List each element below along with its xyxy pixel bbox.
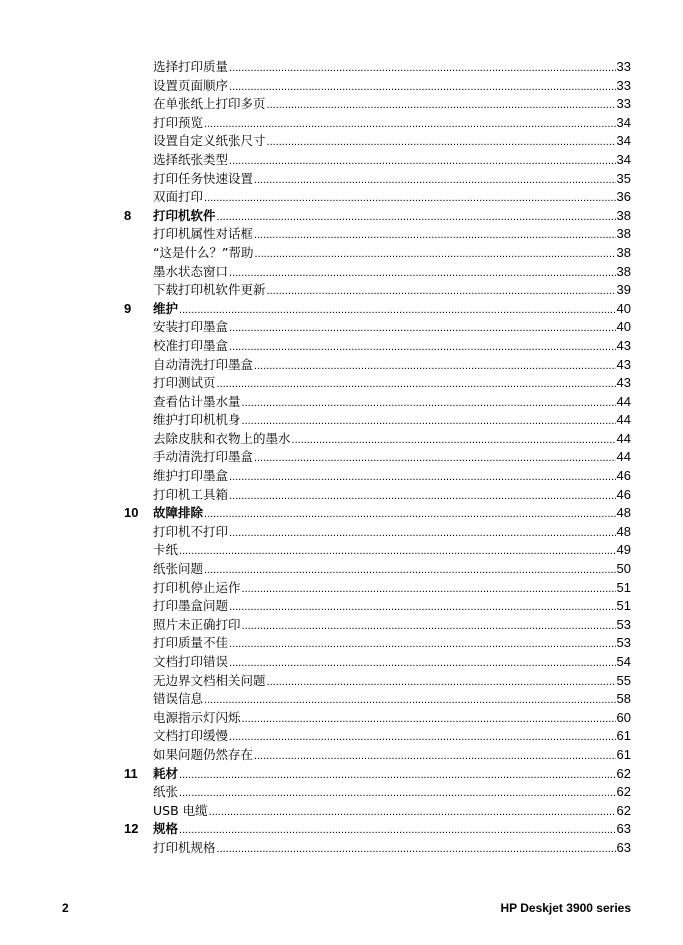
dot-leader xyxy=(242,394,616,412)
toc-row xyxy=(0,634,683,653)
toc-row xyxy=(0,374,683,393)
dot-leader xyxy=(229,264,616,282)
entry-page-number: 43 xyxy=(616,356,631,372)
dot-leader xyxy=(229,319,616,337)
entry-page-number: 60 xyxy=(616,709,631,725)
entry-page-number: 62 xyxy=(616,802,631,818)
toc-chapter-link[interactable] xyxy=(153,504,631,522)
toc-row xyxy=(0,430,683,449)
toc-entry-link[interactable] xyxy=(153,151,631,169)
dot-leader xyxy=(229,635,616,653)
entry-page-number: 38 xyxy=(616,263,631,279)
entry-title: 打印机工具箱 xyxy=(153,486,229,502)
dot-leader xyxy=(204,115,616,133)
toc-row xyxy=(0,746,683,765)
chapter-number: 10 xyxy=(124,505,139,521)
entry-title: 打印质量不佳 xyxy=(153,635,229,651)
entry-title: 去除皮肤和衣物上的墨水 xyxy=(153,430,291,446)
toc-entry-link[interactable] xyxy=(153,411,631,429)
toc-entry-link[interactable] xyxy=(153,374,631,392)
entry-page-number: 38 xyxy=(616,207,631,223)
toc-row xyxy=(0,114,683,133)
entry-page-number: 44 xyxy=(616,393,631,409)
dot-leader xyxy=(229,59,616,77)
toc-entry-link[interactable] xyxy=(153,616,631,634)
table-of-contents xyxy=(0,58,683,858)
chapter-number: 8 xyxy=(124,207,132,223)
entry-page-number: 40 xyxy=(616,300,631,316)
toc-chapter-link[interactable] xyxy=(153,300,631,318)
toc-entry-link[interactable] xyxy=(153,393,631,411)
toc-row xyxy=(0,820,683,839)
toc-entry-link[interactable] xyxy=(153,709,631,727)
entry-title: 维护打印墨盒 xyxy=(153,468,229,484)
toc-entry-link[interactable] xyxy=(153,318,631,336)
toc-entry-link[interactable] xyxy=(153,263,631,281)
dot-leader xyxy=(229,487,616,505)
entry-title: 故障排除 xyxy=(153,505,204,521)
dot-leader xyxy=(204,561,616,579)
entry-page-number: 44 xyxy=(616,412,631,428)
toc-chapter-link[interactable] xyxy=(153,820,631,838)
entry-page-number: 40 xyxy=(616,319,631,335)
entry-page-number: 51 xyxy=(616,579,631,595)
chapter-number: 9 xyxy=(124,300,132,316)
entry-page-number: 34 xyxy=(616,151,631,167)
entry-page-number: 61 xyxy=(616,746,631,762)
entry-title: 打印机属性对话框 xyxy=(153,226,254,242)
dot-leader xyxy=(267,673,616,691)
dot-leader xyxy=(217,375,616,393)
toc-row xyxy=(0,690,683,709)
entry-title: 设置页面顺序 xyxy=(153,77,229,93)
toc-row xyxy=(0,188,683,207)
toc-row xyxy=(0,672,683,691)
toc-row xyxy=(0,225,683,244)
entry-page-number: 44 xyxy=(616,430,631,446)
dot-leader xyxy=(217,840,616,858)
entry-page-number: 54 xyxy=(616,654,631,669)
entry-title: 在单张纸上打印多页 xyxy=(153,96,266,112)
dot-leader xyxy=(267,282,616,300)
toc-entry-link[interactable] xyxy=(153,281,631,299)
toc-entry-link[interactable] xyxy=(153,690,631,708)
dot-leader xyxy=(179,821,616,839)
entry-title: 打印机停止运作 xyxy=(153,579,241,595)
entry-page-number: 33 xyxy=(616,59,631,74)
toc-row xyxy=(0,170,683,189)
entry-page-number: 46 xyxy=(616,468,631,484)
dot-leader xyxy=(217,208,616,226)
toc-entry-link[interactable] xyxy=(153,560,631,578)
entry-title: 错误信息 xyxy=(153,691,204,707)
entry-title: 选择纸张类型 xyxy=(153,151,229,167)
toc-entry-link[interactable] xyxy=(153,225,631,243)
entry-title: USB 电缆 xyxy=(153,802,208,818)
dot-leader xyxy=(292,431,616,449)
toc-row xyxy=(0,58,683,77)
entry-title: 打印机软件 xyxy=(153,207,216,223)
entry-page-number: 62 xyxy=(616,784,631,800)
entry-page-number: 36 xyxy=(616,189,631,205)
entry-page-number: 63 xyxy=(616,821,631,837)
toc-row xyxy=(0,727,683,746)
toc-row xyxy=(0,411,683,430)
toc-entry-link[interactable] xyxy=(153,188,631,206)
toc-entry-link[interactable] xyxy=(153,244,631,262)
dot-leader xyxy=(254,747,616,765)
chapter-number: 12 xyxy=(124,821,139,837)
toc-entry-link[interactable] xyxy=(153,597,631,615)
entry-page-number: 55 xyxy=(616,672,631,688)
toc-chapter-link[interactable] xyxy=(153,765,631,783)
toc-entry-link[interactable] xyxy=(153,430,631,448)
entry-page-number: 33 xyxy=(616,96,631,112)
toc-row xyxy=(0,300,683,319)
entry-title: 维护 xyxy=(153,300,179,316)
dot-leader xyxy=(204,691,616,709)
entry-title: 打印任务快速设置 xyxy=(153,170,254,186)
dot-leader xyxy=(254,449,616,467)
entry-title: 手动清洗打印墨盒 xyxy=(153,449,254,465)
dot-leader xyxy=(229,728,616,746)
toc-row xyxy=(0,318,683,337)
dot-leader xyxy=(242,617,616,635)
toc-row xyxy=(0,653,683,672)
entry-page-number: 38 xyxy=(616,244,631,260)
entry-page-number: 48 xyxy=(616,505,631,521)
toc-entry-link[interactable] xyxy=(153,356,631,374)
entry-page-number: 62 xyxy=(616,765,631,781)
toc-entry-link[interactable] xyxy=(153,839,631,857)
toc-entry-link[interactable] xyxy=(153,467,631,485)
dot-leader xyxy=(204,505,616,523)
dot-leader xyxy=(229,654,616,672)
toc-row xyxy=(0,281,683,300)
toc-entry-link[interactable] xyxy=(153,727,631,745)
dot-leader xyxy=(229,338,616,356)
entry-title: 设置自定义纸张尺寸 xyxy=(153,133,266,149)
entry-title: 安装打印墨盒 xyxy=(153,319,229,335)
dot-leader xyxy=(267,133,616,151)
dot-leader xyxy=(242,710,616,728)
toc-row xyxy=(0,263,683,282)
toc-row xyxy=(0,616,683,635)
entry-title: 打印测试页 xyxy=(153,375,216,391)
dot-leader xyxy=(179,542,616,560)
toc-entry-link[interactable] xyxy=(153,114,631,132)
toc-entry-link[interactable] xyxy=(153,132,631,150)
toc-entry-link[interactable] xyxy=(153,448,631,466)
entry-title: 打印机不打印 xyxy=(153,523,229,539)
entry-title: 规格 xyxy=(153,821,179,837)
entry-page-number: 48 xyxy=(616,523,631,539)
entry-page-number: 53 xyxy=(616,635,631,651)
dot-leader xyxy=(254,171,616,189)
entry-page-number: 58 xyxy=(616,691,631,707)
toc-row xyxy=(0,132,683,151)
entry-title: 打印预览 xyxy=(153,114,204,130)
entry-title: 双面打印 xyxy=(153,189,204,205)
entry-page-number: 61 xyxy=(616,728,631,744)
toc-entry-link[interactable] xyxy=(153,634,631,652)
toc-entry-link[interactable] xyxy=(153,95,631,113)
entry-title: 纸张问题 xyxy=(153,561,204,577)
entry-title: 纸张 xyxy=(153,784,179,800)
entry-page-number: 43 xyxy=(616,337,631,353)
entry-page-number: 50 xyxy=(616,561,631,577)
entry-page-number: 33 xyxy=(616,77,631,93)
toc-row xyxy=(0,839,683,858)
entry-page-number: 39 xyxy=(616,282,631,298)
dot-leader xyxy=(254,226,616,244)
dot-leader xyxy=(179,301,616,319)
toc-row xyxy=(0,560,683,579)
toc-row xyxy=(0,95,683,114)
toc-entry-link[interactable] xyxy=(153,58,631,76)
toc-row xyxy=(0,541,683,560)
toc-row xyxy=(0,77,683,96)
toc-row xyxy=(0,579,683,598)
toc-entry-link[interactable] xyxy=(153,170,631,188)
toc-entry-link[interactable] xyxy=(153,486,631,504)
entry-title: 如果问题仍然存在 xyxy=(153,746,254,762)
entry-title: 校准打印墨盒 xyxy=(153,337,229,353)
entry-page-number: 49 xyxy=(616,542,631,558)
toc-entry-link[interactable] xyxy=(153,672,631,690)
entry-title: 耗材 xyxy=(153,765,179,781)
entry-page-number: 35 xyxy=(616,170,631,186)
entry-title: 打印墨盒问题 xyxy=(153,598,229,614)
product-name: HP Deskjet 3900 series xyxy=(500,901,631,915)
toc-entry-link[interactable] xyxy=(153,523,631,541)
toc-row xyxy=(0,151,683,170)
entry-title: 照片未正确打印 xyxy=(153,616,241,632)
toc-row xyxy=(0,244,683,263)
entry-title: 打印机规格 xyxy=(153,839,216,855)
entry-page-number: 38 xyxy=(616,226,631,242)
page-number: 2 xyxy=(62,901,69,915)
entry-title: 选择打印质量 xyxy=(153,59,229,74)
entry-title: 文档打印缓慢 xyxy=(153,728,229,744)
entry-title: 墨水状态窗口 xyxy=(153,263,229,279)
toc-row xyxy=(0,802,683,821)
dot-leader xyxy=(179,784,616,802)
entry-page-number: 51 xyxy=(616,598,631,614)
toc-row xyxy=(0,448,683,467)
toc-row xyxy=(0,504,683,523)
entry-page-number: 53 xyxy=(616,616,631,632)
dot-leader xyxy=(229,78,616,96)
toc-row xyxy=(0,356,683,375)
toc-row xyxy=(0,393,683,412)
dot-leader xyxy=(254,357,616,375)
toc-row xyxy=(0,597,683,616)
toc-row xyxy=(0,709,683,728)
dot-leader xyxy=(254,245,615,263)
entry-page-number: 63 xyxy=(616,839,631,855)
entry-title: 维护打印机机身 xyxy=(153,412,241,428)
entry-page-number: 34 xyxy=(616,114,631,130)
entry-page-number: 46 xyxy=(616,486,631,502)
entry-page-number: 34 xyxy=(616,133,631,149)
toc-entry-link[interactable] xyxy=(153,579,631,597)
dot-leader xyxy=(204,189,616,207)
toc-row xyxy=(0,486,683,505)
toc-row xyxy=(0,783,683,802)
dot-leader xyxy=(242,580,616,598)
toc-chapter-link[interactable] xyxy=(153,207,631,225)
toc-row xyxy=(0,337,683,356)
chapter-number: 11 xyxy=(124,765,138,781)
entry-title: 自动清洗打印墨盒 xyxy=(153,356,254,372)
dot-leader xyxy=(179,766,616,784)
toc-row xyxy=(0,207,683,226)
dot-leader xyxy=(242,412,616,430)
entry-title: 文档打印错误 xyxy=(153,654,229,669)
dot-leader xyxy=(229,152,616,170)
toc-row xyxy=(0,523,683,542)
toc-entry-link[interactable] xyxy=(153,802,631,820)
toc-entry-link[interactable] xyxy=(153,783,631,801)
dot-leader xyxy=(267,96,616,114)
entry-title: 查看估计墨水量 xyxy=(153,393,241,409)
dot-leader xyxy=(209,803,616,821)
toc-row xyxy=(0,765,683,784)
entry-title: 电源指示灯闪烁 xyxy=(153,709,241,725)
entry-title: 下载打印机软件更新 xyxy=(153,282,266,298)
toc-entry-link[interactable] xyxy=(153,541,631,559)
entry-title: 卡纸 xyxy=(153,542,179,558)
entry-title: 无边界文档相关问题 xyxy=(153,672,266,688)
toc-row xyxy=(0,467,683,486)
dot-leader xyxy=(229,524,616,542)
toc-entry-link[interactable] xyxy=(153,746,631,764)
dot-leader xyxy=(229,468,616,486)
toc-entry-link[interactable] xyxy=(153,653,631,671)
toc-entry-link[interactable] xyxy=(153,337,631,355)
entry-page-number: 44 xyxy=(616,449,631,465)
toc-entry-link[interactable] xyxy=(153,77,631,95)
entry-page-number: 43 xyxy=(616,375,631,391)
dot-leader xyxy=(229,598,616,616)
entry-title: “这是什么？”帮助 xyxy=(153,244,254,260)
